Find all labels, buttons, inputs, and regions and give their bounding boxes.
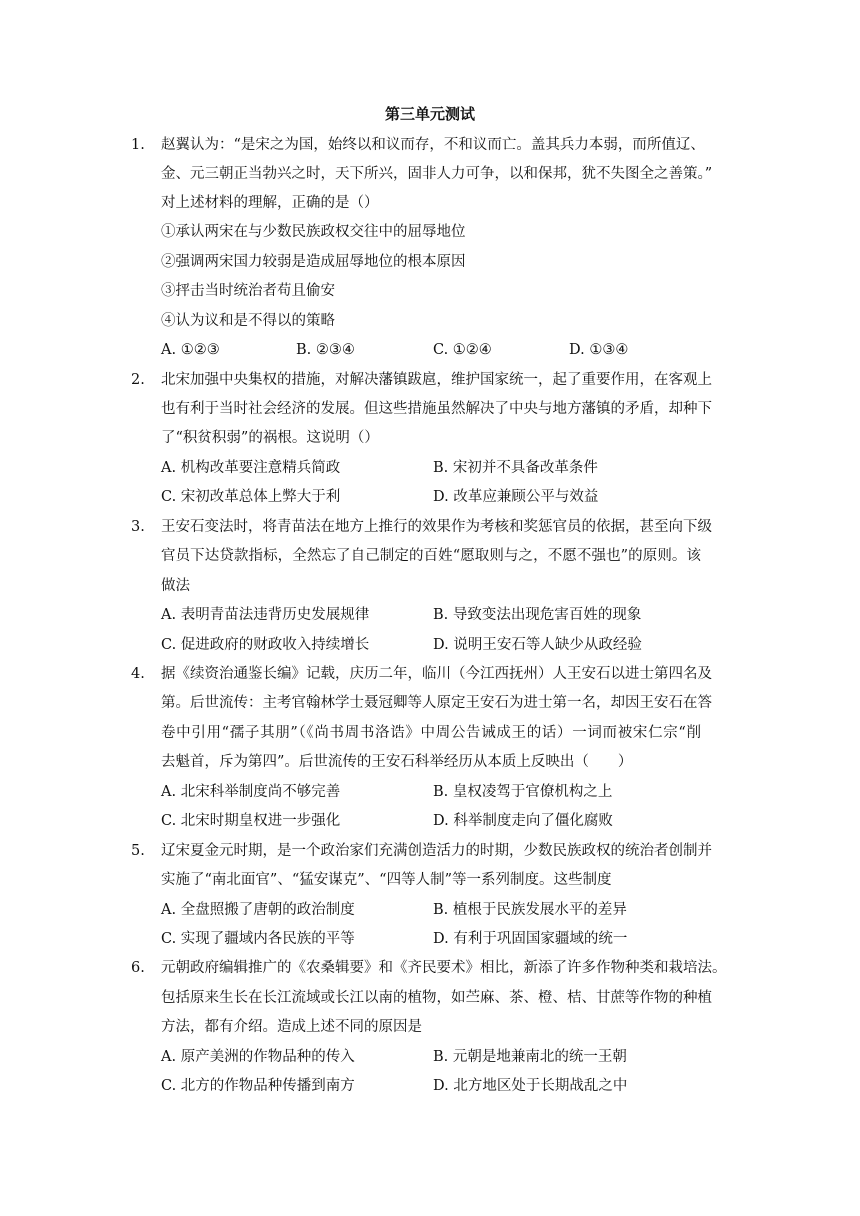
option-b: B. 元朝是地兼南北的统一王朝	[433, 1049, 627, 1065]
question-stem-line: 做法	[161, 578, 190, 594]
question-stem-line: 也有利于当时社会经济的发展。但这些措施虽然解决了中央与地方藩镇的矛盾，却种下	[161, 401, 712, 417]
statement-item: ③抨击当时统治者苟且偷安	[161, 283, 335, 299]
question-stem-line: 赵翼认为：“是宋之为国，始终以和议而存，不和议而亡。盖其兵力本弱，而所值辽、	[161, 137, 705, 153]
option-c: C. 实现了疆域内各民族的平等	[161, 931, 355, 947]
option-a: A. ①②③	[161, 342, 220, 358]
option-b: B. 导致变法出现危害百姓的现象	[433, 607, 642, 623]
option-a: A. 原产美洲的作物品种的传入	[161, 1049, 355, 1065]
question-stem-line: 去魁首，斥为第四”。后世流传的王安石科举经历从本质上反映出（ ）	[161, 754, 633, 770]
option-d: D. 有利于巩固国家疆域的统一	[433, 931, 628, 947]
question-stem-line: 据《续资治通鉴长编》记载，庆历二年，临川（今江西抚州）人王安石以进士第四名及	[161, 666, 712, 682]
statement-item: ④认为议和是不得以的策略	[161, 313, 335, 329]
question-number: 5.	[131, 843, 145, 859]
option-d: D. 北方地区处于长期战乱之中	[433, 1078, 628, 1094]
option-c: C. 北方的作物品种传播到南方	[161, 1078, 355, 1094]
question-number: 1.	[131, 137, 145, 153]
option-b: B. 植根于民族发展水平的差异	[433, 902, 627, 918]
option-b: B. 皇权凌驾于官僚机构之上	[433, 784, 613, 800]
option-d: D. 改革应兼顾公平与效益	[433, 489, 599, 505]
option-a: A. 全盘照搬了唐朝的政治制度	[161, 902, 355, 918]
question-stem-line: 元朝政府编辑推广的《农桑辑要》和《齐民要术》相比，新添了许多作物种类和栽培法。	[161, 960, 727, 976]
question-stem-line: 包括原来生长在长江流域或长江以南的植物，如苎麻、茶、橙、桔、甘蔗等作物的种植	[161, 990, 712, 1006]
option-a: A. 表明青苗法违背历史发展规律	[161, 607, 370, 623]
option-b: B. 宋初并不具备改革条件	[433, 460, 598, 476]
question-stem-line: 辽宋夏金元时期，是一个政治家们充满创造活力的时期，少数民族政权的统治者创制并	[161, 843, 712, 859]
option-a: A. 北宋科举制度尚不够完善	[161, 784, 341, 800]
option-c: C. 宋初改革总体上弊大于利	[161, 489, 341, 505]
option-c: C. 促进政府的财政收入持续增长	[161, 637, 370, 653]
question-stem-line: 方法，都有介绍。造成上述不同的原因是	[161, 1019, 422, 1035]
option-d: D. 说明王安石等人缺少从政经验	[433, 637, 642, 653]
question-stem-line: 第。后世流传：主考官翰林学士聂冠卿等人原定王安石为进士第一名，却因王安石在答	[161, 695, 712, 711]
question-stem-line: 实施了“南北面官”、“猛安谋克”、“四等人制”等一系列制度。这些制度	[161, 872, 612, 888]
question-number: 3.	[131, 519, 145, 535]
statement-item: ①承认两宋在与少数民族政权交往中的屈辱地位	[161, 224, 466, 240]
question-number: 6.	[131, 960, 145, 976]
question-stem-line: 对上述材料的理解，正确的是（）	[161, 195, 379, 211]
question-stem-line: 卷中引用“孺子其朋”（《尚书周书洛诰》中周公告诫成王的话）一词而被宋仁宗“削	[161, 725, 701, 741]
question-stem-line: 王安石变法时，将青苗法在地方上推行的效果作为考核和奖惩官员的依据，甚至向下级	[161, 519, 712, 535]
option-a: A. 机构改革要注意精兵简政	[161, 460, 341, 476]
option-b: B. ②③④	[296, 342, 355, 358]
page-title: 第三单元测试	[384, 105, 475, 123]
question-stem-line: 金、元三朝正当勃兴之时，天下所兴，固非人力可争，以和保邦，犹不失图全之善策。”	[161, 166, 713, 182]
option-c: C. 北宋时期皇权进一步强化	[161, 813, 341, 829]
option-c: C. ①②④	[433, 342, 492, 358]
question-stem-line: 北宋加强中央集权的措施，对解决藩镇跋扈，维护国家统一，起了重要作用，在客观上	[161, 372, 712, 388]
question-stem-line: 了“积贫积弱”的祸根。这说明（）	[161, 430, 379, 446]
option-d: D. ①③④	[569, 342, 629, 358]
statement-item: ②强调两宋国力较弱是造成屈辱地位的根本原因	[161, 254, 466, 270]
question-number: 2.	[131, 372, 145, 388]
option-d: D. 科举制度走向了僵化腐败	[433, 813, 613, 829]
question-number: 4.	[131, 666, 145, 682]
question-stem-line: 官员下达贷款指标，全然忘了自己制定的百姓“愿取则与之，不愿不强也”的原则。该	[161, 548, 701, 564]
